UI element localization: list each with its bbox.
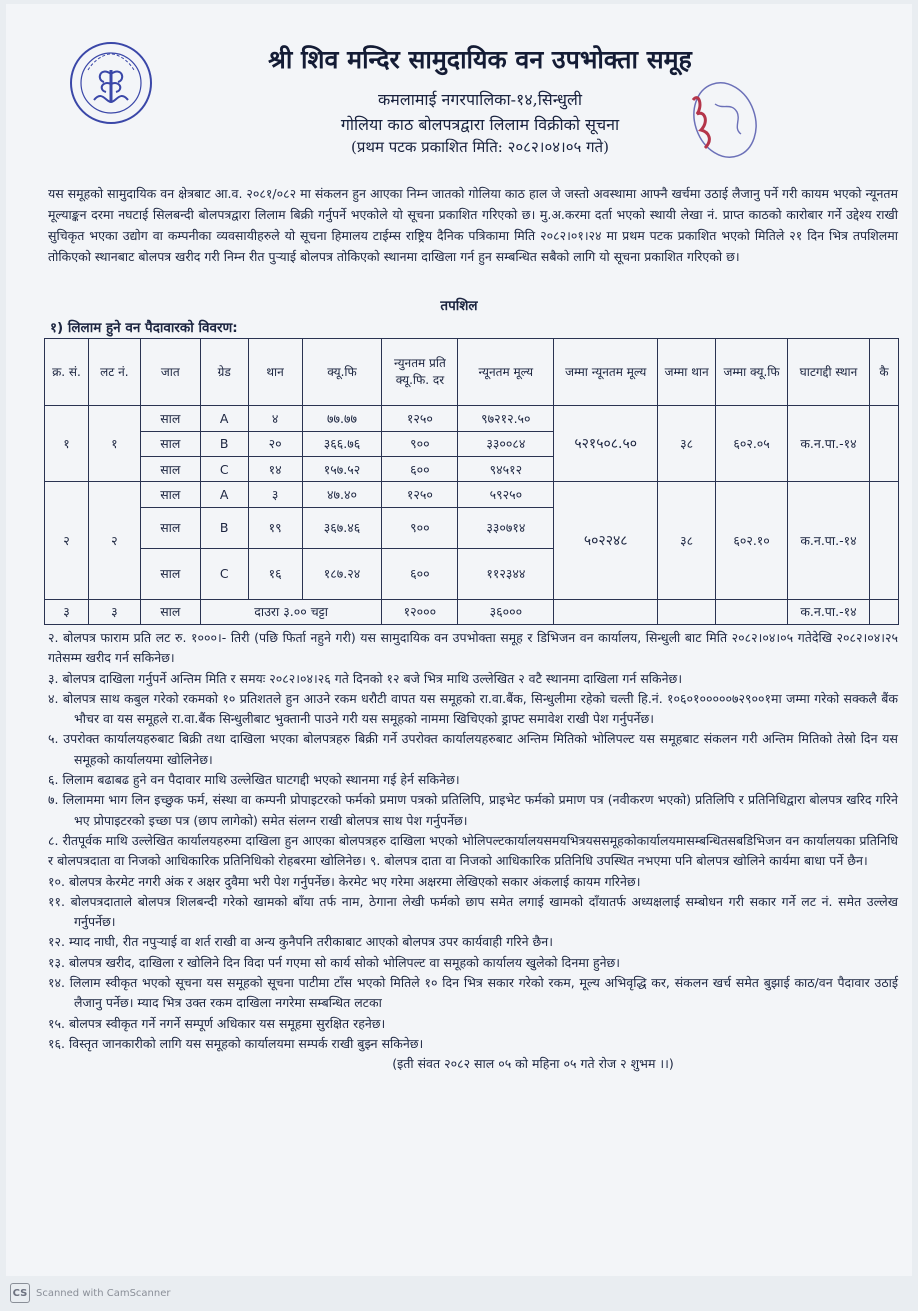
pieces-cell: १९	[248, 507, 302, 548]
header-total-min-price: जम्मा न्यूनतम मूल्य	[554, 339, 658, 406]
remarks-cell	[869, 406, 898, 482]
camscanner-logo-icon: CS	[10, 1283, 30, 1303]
species-cell: साल	[140, 431, 200, 456]
min-price-cell: ९७२१२.५०	[458, 406, 554, 431]
header-total-pieces: जम्मा थान	[658, 339, 716, 406]
grade-cell: C	[200, 548, 248, 599]
notice-subject: गोलिया काठ बोलपत्रद्वारा लिलाम विक्रीको सूचना	[340, 115, 620, 134]
grade-cell: A	[200, 406, 248, 431]
pieces-cell: १४	[248, 457, 302, 482]
lot-sn: १	[45, 406, 89, 482]
remarks-cell	[869, 599, 898, 625]
organization-title: श्री शिव मन्दिर सामुदायिक वन उपभोक्ता समूह	[268, 45, 692, 74]
grade-cell: B	[200, 431, 248, 456]
min-price-cell: ३३००८४	[458, 431, 554, 456]
pieces-cell: २०	[248, 431, 302, 456]
species-cell: साल	[140, 482, 200, 507]
remarks-cell	[869, 482, 898, 599]
pieces-cell: १६	[248, 548, 302, 599]
table-header-row	[45, 339, 899, 406]
published-date: (प्रथम पटक प्रकाशित मिति: २०८२।०४।०५ गते)	[351, 138, 609, 156]
header-cft: क्यू.फि	[302, 339, 382, 406]
total-min-price-cell: ५२१५०८.५०	[554, 406, 658, 482]
lot-sn: २	[45, 482, 89, 599]
condition-item: २. बोलपत्र फाराम प्रति लट रु. १०००।- तिरी (पछि फिर्ता नहुने गरी) यस सामुदायिक वन उपभोक्ता समूह र डिभिजन वन कार्यालय, सिन्धुली बाट मिति २०८२।०४।०५ गतेदेखि २०८२।०४।२५ गतेसम्म खरीद गर्न सकिनेछ।	[48, 630, 898, 666]
depot-cell: क.न.पा.-१४	[788, 406, 870, 482]
lot-table	[44, 338, 899, 625]
table-row	[45, 482, 899, 507]
total-cft-cell	[716, 599, 788, 625]
cft-cell: १८७.२४	[302, 548, 382, 599]
cft-cell: ३६७.४६	[302, 507, 382, 548]
cft-cell: १५७.५२	[302, 457, 382, 482]
min-rate-cell: ९००	[382, 507, 458, 548]
depot-cell: क.न.पा.-१४	[788, 482, 870, 599]
lot-number: २	[88, 482, 140, 599]
grade-cell: A	[200, 482, 248, 507]
header-min-price: न्यूनतम मूल्य	[458, 339, 554, 406]
lot-number: ३	[88, 599, 140, 625]
cft-cell: ३६६.७६	[302, 431, 382, 456]
scanner-text: Scanned with CamScanner	[36, 1287, 171, 1299]
grade-desc-cell: दाउरा ३.०० चट्टा	[200, 599, 382, 625]
species-cell: साल	[140, 457, 200, 482]
header-depot: घाटगद्दी स्थान	[788, 339, 870, 406]
condition-item: ६. लिलाम बढाबढ हुने वन पैदावार माथि उल्लेखित घाटगद्दी भएको स्थानमा गई हेर्न सकिनेछ।	[48, 772, 460, 788]
address-line: कमलामाई नगरपालिका-१४,सिन्धुली	[378, 90, 582, 109]
intro-paragraph: यस समूहको सामुदायिक वन क्षेत्रबाट आ.व. २०८१/०८२ मा संकलन हुन आएका निम्न जातको गोलिया काठ हाल जे जस्तो अवस्थामा आफ्नै खर्चमा उठाई लैजानु पर्ने गरी कायम भएको न्यूनतम मूल्याङ्कन दरमा नघटाई सिलबन्दी बोलपत्रद्वारा लिलाम बिक्री गर्नुपर्ने भएकोले यो सूचना प्रकाशित गरिएको छ। मु.अ.करमा दर्ता भएको स्थायी लेखा नं. प्राप्त काठको कारोबार गर्ने उद्देश्य राखी सुचिकृत भएका उद्योग वा कम्पनीका व्यवसायीहरुले यो सूचना हिमालय टाईम्स राष्ट्रिय दैनिक पत्रिकामा मिति २०८२।०१।२४ मा प्रथम पटक प्रकाशित भएको मितिले २१ दिन भित्र तपशिलमा तोकिएको स्थानबाट बोलपत्र खरीद गरी निम्न रीत पुऱ्याई बोलपत्र तोकिएको स्थानमा दाखिला गर्न हुन सम्बन्धित सबैको लागि यो सूचना प्रकाशित गरिएको छ।	[48, 186, 898, 264]
organization-logo	[68, 40, 154, 126]
condition-item: १०. बोलपत्र केरमेट नगरी अंक र अक्षर दुवैमा भरी पेश गर्नुपर्नेछ। केरमेट भए गरेमा अक्षरमा लेखिएको सकार अंकलाई कायम गरिनेछ।	[48, 873, 641, 889]
total-min-price-cell: ५०२२४८	[554, 482, 658, 599]
condition-item: १५. बोलपत्र स्वीकृत गर्ने नगर्ने सम्पूर्ण अधिकार यस समूहमा सुरक्षित रहनेछ।	[48, 1015, 386, 1031]
header-sn: क्र. सं.	[45, 339, 89, 406]
condition-item: १२. म्याद नाघी, रीत नपुऱ्याई वा शर्त राखी वा अन्य कुनैपनि तरीकाबाट आएको बोलपत्र उपर कार्यवाही गरिने छैन।	[48, 934, 553, 950]
section-title: १) लिलाम हुने वन पैदावारको विवरण:	[50, 320, 238, 336]
min-rate-cell: ६००	[382, 457, 458, 482]
condition-item: ३. बोलपत्र दाखिला गर्नुपर्ने अन्तिम मिति र समयः २०८२।०४।२६ गते दिनको १२ बजे भित्र माथि उल्लेखित २ वटै स्थानमा दाखिला गर्न सकिनेछ।	[48, 670, 683, 686]
header-lot: लट नं.	[88, 339, 140, 406]
total-cft-cell: ६०२.०५	[716, 406, 788, 482]
closing-line: (इती संवत २०८२ साल ०५ को महिना ०५ गते रोज २ शुभम ।।)	[392, 1056, 674, 1072]
header-species: जात	[140, 339, 200, 406]
total-pieces-cell: ३८	[658, 406, 716, 482]
table-row	[45, 599, 899, 625]
total-min-price-cell	[554, 599, 658, 625]
lot-number: १	[88, 406, 140, 482]
min-rate-cell: ९००	[382, 431, 458, 456]
species-cell: साल	[140, 599, 200, 625]
species-cell: साल	[140, 548, 200, 599]
condition-item: ४. बोलपत्र साथ कबुल गरेको रकमको १० प्रतिशतले हुन आउने रकम धरौटी वापत यस समूहको रा.वा.बैंक, सिन्धुलीमा रहेको चल्ती हि.नं. १०६०१०००००७२९००१मा जम्मा गरेको सक्कलै बैंक भौचर वा यस समूहले रा.वा.बैंक सिन्धुलीबाट भुक्तानी पाउने गरी यस समूहको नाममा खिचिएको ड्राफ्ट समावेश राखी पेश गर्नुपर्नेछ।	[48, 690, 898, 727]
cft-cell: ७७.७७	[302, 406, 382, 431]
cft-cell: ४७.४०	[302, 482, 382, 507]
min-price-cell: ९४५१२	[458, 457, 554, 482]
min-price-cell: ३३०७१४	[458, 507, 554, 548]
conditions-list	[48, 628, 898, 1075]
total-cft-cell: ६०२.१०	[716, 482, 788, 599]
depot-cell: क.न.पा.-१४	[788, 599, 870, 625]
min-price-cell: ११२३४४	[458, 548, 554, 599]
min-rate-cell: १२५०	[382, 406, 458, 431]
header-grade: ग्रेड	[200, 339, 248, 406]
table-row	[45, 406, 899, 431]
header-remarks: कै	[869, 339, 898, 406]
pieces-cell: ३	[248, 482, 302, 507]
min-rate-cell: ६००	[382, 548, 458, 599]
pieces-cell: ४	[248, 406, 302, 431]
condition-item: १६. विस्तृत जानकारीको लागि यस समूहको कार्यालयमा सम्पर्क राखी बुझ्न सकिनेछ।	[48, 1035, 424, 1051]
condition-item: ८. रीतपूर्वक माथि उल्लेखित कार्यालयहरुमा दाखिला हुन आएका बोलपत्रहरु दाखिला भएको भोलिपल्टकार्यालयसमयभित्रयससमूहकोकार्यालयमासम्बन्धितसबडिभिजन वन कार्यालयका प्रतिनिधि र बोलपत्रदाता वा निजको आधिकारिक प्रतिनिधिको रोहबरमा खोलिनेछ। ९. बोलपत्र दाता वा निजको आधिकारिक प्रतिनिधि उपस्थित नभएमा पनि बोलपत्र खोलिने कार्यमा बाधा पर्ने छैन।	[48, 832, 898, 869]
condition-item: १३. बोलपत्र खरीद, दाखिला र खोलिने दिन विदा पर्न गएमा सो कार्य सोको भोलिपल्ट वा समूहको कार्यालय खुलेको दिनमा हुनेछ।	[48, 954, 621, 970]
header-pieces: थान	[248, 339, 302, 406]
grade-cell: B	[200, 507, 248, 548]
min-price-cell: ३६०००	[458, 599, 554, 625]
scanner-watermark	[10, 1283, 171, 1303]
species-cell: साल	[140, 406, 200, 431]
total-pieces-cell: ३८	[658, 482, 716, 599]
grade-cell: C	[200, 457, 248, 482]
condition-item: १४. लिलाम स्वीकृत भएको सूचना यस समूहको सूचना पाटीमा टाँस भएको मितिले १० दिन भित्र सकार गरेको रकम, मूल्य अभिवृद्धि कर, संकलन खर्च समेत बुझाई काठ/वन पैदावार उठाई लैजानु पर्नेछ। म्याद भित्र उक्त रकम दाखिला नगरेमा सम्बन्धित लटका	[48, 975, 898, 1011]
min-rate-cell: १२५०	[382, 482, 458, 507]
min-rate-cell: १२०००	[382, 599, 458, 625]
header-total-cft: जम्मा क्यू.फि	[716, 339, 788, 406]
tapshil-label: तपशिल	[440, 298, 478, 314]
header-min-rate: न्युनतम प्रति क्यू.फि. दर	[382, 339, 458, 406]
total-pieces-cell	[658, 599, 716, 625]
species-cell: साल	[140, 507, 200, 548]
condition-item: ११. बोलपत्रदाताले बोलपत्र शिलबन्दी गरेको खामको बाँया तर्फ नाम, ठेगाना लेखी फर्मको छाप समेत लगाई खामको दाँयातर्फ अध्यक्षलाई सम्बोधन गरी सकार गर्ने लट नं. समेत उल्लेख गर्नुपर्नेछ।	[48, 893, 898, 930]
min-price-cell: ५९२५०	[458, 482, 554, 507]
condition-item: ५. उपरोक्त कार्यालयहरुबाट बिक्री तथा दाखिला भएका बोलपत्रहरु बिक्री गर्ने उपरोक्त कार्यालयहरुबाट अन्तिम मितिको भोलिपल्ट यस समूहबाट संकलन गरी अन्तिम मितिको तेस्रो दिन यस समूहको कार्यालयमा खोलिनेछ।	[48, 731, 898, 767]
condition-item: ७. लिलाममा भाग लिन इच्छुक फर्म, संस्था वा कम्पनी प्रोपाइटरको फर्मको प्रमाण पत्रको प्रतिलिपि, प्राइभेट फर्मको प्रमाण पत्र (नवीकरण भएको) प्रतिलिपि र प्रतिनिधिद्वारा बोलपत्र खरिद गरिने भए प्रोपाइटरको इच्छा पत्र (छाप लागेको) समेत संलग्न राखी बोलपत्र साथ पेश गर्नुपर्नेछ।	[48, 792, 898, 828]
lot-sn: ३	[45, 599, 89, 625]
